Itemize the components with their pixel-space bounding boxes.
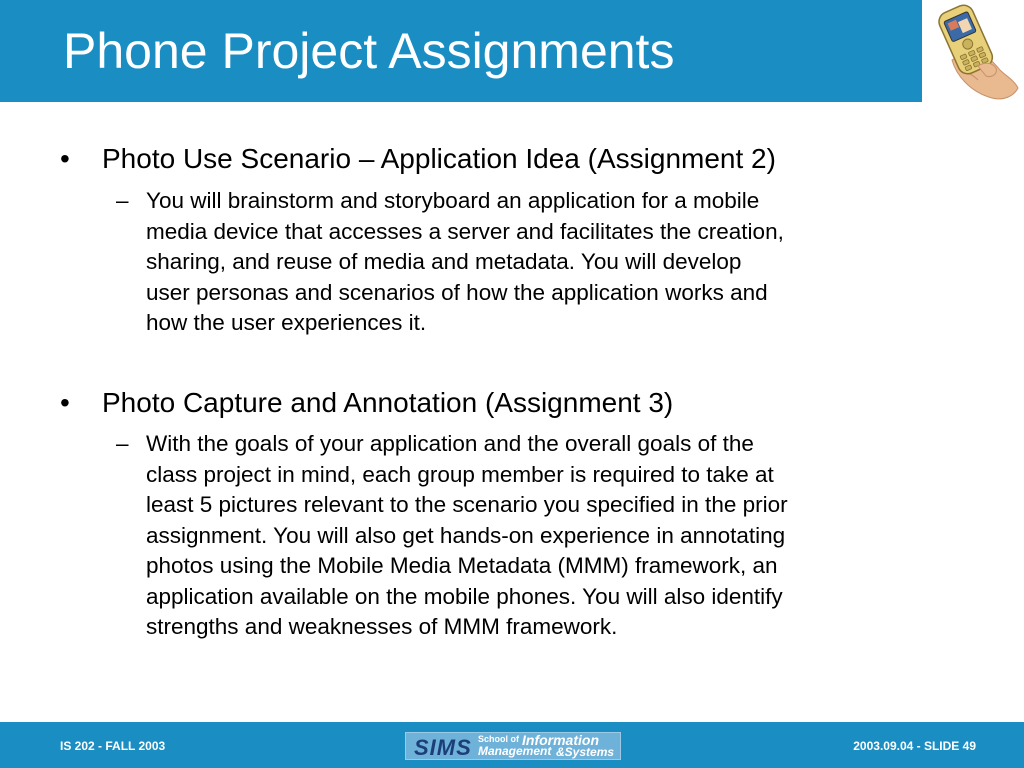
sims-logo-systems: &Systems [556,745,615,759]
bullet-heading: Photo Capture and Annotation (Assignment 3) [102,387,674,418]
sims-logo [405,732,621,760]
slide-title: Phone Project Assignments [63,23,675,79]
phone-icon [922,0,1024,102]
title-bar [0,0,922,102]
bullet-marker: • [60,387,70,418]
phone-in-hand-image [922,0,1024,102]
sub-bullet-text: With the goals of your application and the overall goals of the class project in mind, each group member is required to take at least 5 pictures relevant to the scenario you specified in the prior assignment. You will also get hands-on experience in annotating photos using the Mobile Media Metadata (MMM) framework, an application available on the mobile phones. You will also identify strengths and weaknesses of MMM framework. [146,431,788,639]
sub-bullet-marker: – [116,431,129,456]
slide-number-label: 2003.09.04 - SLIDE 49 [853,739,976,753]
sub-bullet-text: You will brainstorm and storyboard an application for a mobile media device that accesses a server and facilitates the creation, sharing, and reuse of media and metadata. You will develop user personas and scenarios of how the application works and how the user experiences it. [146,188,784,335]
sims-logo-information: Information [522,732,599,748]
sub-bullet-marker: – [116,188,129,213]
bullet-heading: Photo Use Scenario – Application Idea (Assignment 2) [102,143,776,174]
course-label: IS 202 - FALL 2003 [60,739,166,753]
sims-logo-school-of: School of [478,734,519,744]
footer-bar [0,722,1024,768]
bullet-marker: • [60,143,70,174]
sims-logo-management: Management [478,744,552,758]
sims-logo-word: SIMS [414,735,472,760]
